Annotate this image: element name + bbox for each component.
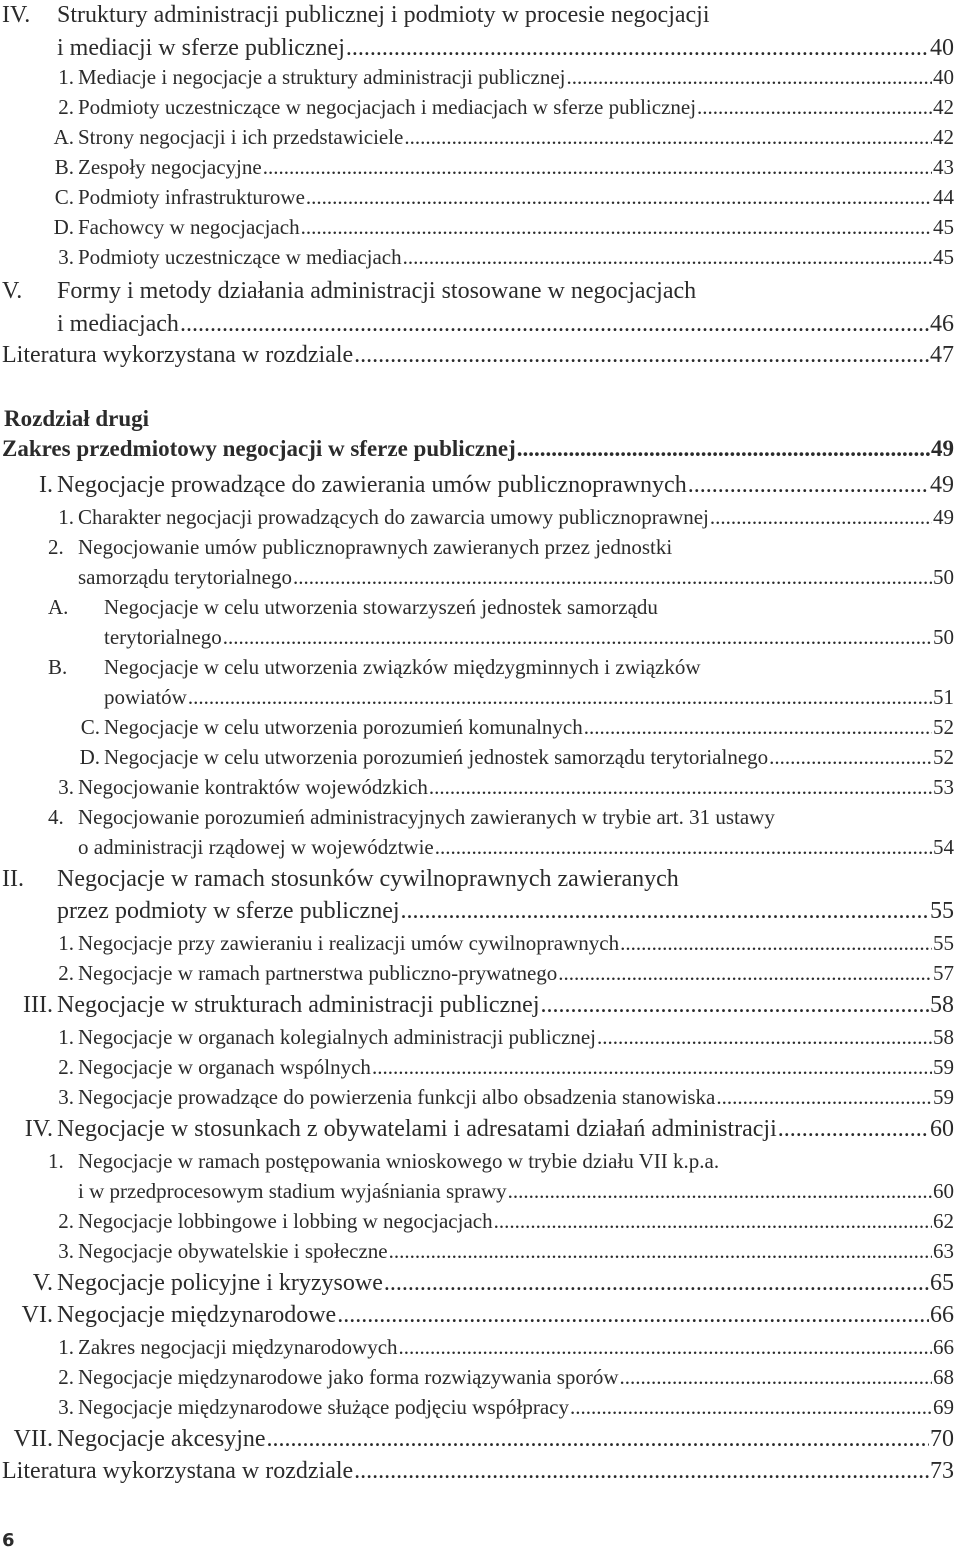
toc-entry-title-continued: i mediacji w sferze publicznej — [57, 35, 345, 61]
dot-leader — [435, 832, 932, 862]
toc-entry — [48, 502, 954, 532]
toc-entry — [48, 92, 954, 122]
dot-leader — [263, 152, 932, 182]
toc-entry-number: C. — [80, 715, 100, 739]
toc-entry-page: 63 — [933, 1239, 954, 1263]
toc-entry-number: 2. — [58, 1055, 74, 1079]
toc-entry — [2, 470, 954, 500]
toc-entry-page: 49 — [931, 436, 954, 461]
toc-entry-title: Literatura wykorzystana w rozdziale — [2, 342, 354, 368]
toc-entry-number: 1. — [58, 65, 74, 89]
toc-entry — [2, 1300, 954, 1330]
toc-entry-title-continued: powiatów — [104, 685, 187, 709]
toc-entry-page: 66 — [933, 1335, 954, 1359]
toc-entry-title: Zakres przedmiotowy negocjacji w sferze publicznej — [2, 436, 516, 461]
dot-leader — [584, 712, 932, 742]
toc-entry-page: 60 — [930, 1116, 954, 1142]
toc-entry-page: 47 — [930, 342, 954, 368]
toc-entry-title: Zakres negocjacji międzynarodowych — [78, 1335, 398, 1359]
toc-entry — [2, 1424, 954, 1454]
toc-entry-number: V. — [32, 1270, 53, 1296]
toc-entry-title: Negocjacje policyjne i kryzysowe — [57, 1270, 383, 1296]
toc-entry-number: D. — [53, 215, 74, 239]
toc-entry — [48, 242, 954, 272]
dot-leader — [306, 182, 932, 212]
toc-entry-page: 65 — [930, 1270, 954, 1296]
toc-entry-title: Negocjacje w celu utworzenia porozumień jednostek samorządu terytorialnego — [104, 745, 769, 769]
toc-entry-title: Negocjacje w celu utworzenia związków międzygminnych i związków — [104, 655, 701, 679]
toc-entry-number: 1. — [58, 505, 74, 529]
toc-entry-title-continued: samorządu terytorialnego — [78, 565, 292, 589]
toc-entry-number: 1. — [48, 1149, 64, 1173]
dot-leader — [354, 340, 929, 370]
toc-entry-title: Negocjacje w organach kolegialnych administracji publicznej — [78, 1025, 596, 1049]
toc-entry-number: I. — [39, 472, 53, 498]
toc-entry-continuation — [104, 622, 954, 652]
toc-entry-number: B. — [48, 655, 68, 679]
toc-entry — [2, 1114, 954, 1144]
toc-entry-title: Negocjacje międzynarodowe służące podjęciu współpracy — [78, 1395, 569, 1419]
toc-entry-number: IV. — [2, 2, 31, 28]
toc-entry-page: 57 — [933, 961, 954, 985]
toc-entry-page: 45 — [933, 245, 954, 269]
toc-entry-number: C. — [54, 185, 74, 209]
toc-entry-page: 58 — [930, 992, 954, 1018]
toc-entry — [48, 712, 954, 742]
toc-entry — [2, 0, 710, 30]
dot-leader — [597, 1022, 932, 1052]
toc-entry-title: Negocjacje w organach wspólnych — [78, 1055, 371, 1079]
toc-entry-number: 2. — [58, 1365, 74, 1389]
toc-entry-title: Negocjacje w celu utworzenia porozumień komunalnych — [104, 715, 583, 739]
toc-entry-title: Negocjacje międzynarodowe jako forma rozwiązywania sporów — [78, 1365, 619, 1389]
dot-leader — [354, 1456, 929, 1486]
dot-leader — [769, 742, 932, 772]
toc-entry-title: Fachowcy w negocjacjach — [78, 215, 300, 239]
toc-entry-number: 2. — [58, 95, 74, 119]
dot-leader — [267, 1424, 929, 1454]
toc-entry-continuation — [57, 309, 954, 339]
toc-entry — [48, 1392, 954, 1422]
toc-entry-title: Negocjacje akcesyjne — [57, 1426, 266, 1452]
toc-entry-number: 2. — [58, 1209, 74, 1233]
toc-entry — [48, 652, 701, 682]
toc-entry-title-continued: o administracji rządowej w województwie — [78, 835, 434, 859]
toc-entry-number: VII. — [13, 1426, 53, 1452]
toc-entry-page: 59 — [933, 1085, 954, 1109]
toc-entry-page: 73 — [930, 1458, 954, 1484]
toc-entry-page: 55 — [933, 931, 954, 955]
dot-leader — [223, 622, 932, 652]
dot-leader — [188, 682, 932, 712]
toc-entry — [48, 1236, 954, 1266]
dot-leader — [401, 896, 929, 926]
toc-entry-page: 60 — [933, 1179, 954, 1203]
toc-entry-title-continued: terytorialnego — [104, 625, 222, 649]
toc-entry-title: Negocjacje w ramach postępowania wnioskowego w trybie działu VII k.p.a. — [78, 1149, 720, 1173]
toc-entry — [48, 928, 954, 958]
toc-entry-number: 1. — [58, 1335, 74, 1359]
toc-entry-page: 46 — [930, 311, 954, 337]
toc-entry-number: V. — [2, 278, 23, 304]
toc-entry-number: 2. — [58, 961, 74, 985]
toc-entry — [48, 1052, 954, 1082]
toc-entry-title: Formy i metody działania administracji stosowane w negocjacjach — [57, 278, 697, 304]
toc-entry-page: 45 — [933, 215, 954, 239]
toc-entry-page: 42 — [933, 95, 954, 119]
dot-leader — [697, 92, 932, 122]
toc-entry-page: 50 — [933, 565, 954, 589]
toc-entry-title: Negocjacje prowadzące do powierzenia funkcji albo obsadzenia stanowiska — [78, 1085, 716, 1109]
toc-entry-title: Negocjowanie umów publicznoprawnych zawieranych przez jednostki — [78, 535, 673, 559]
dot-leader — [570, 1392, 932, 1422]
dot-leader — [337, 1300, 929, 1330]
toc-entry-title: Literatura wykorzystana w rozdziale — [2, 1458, 354, 1484]
dot-leader — [301, 212, 932, 242]
toc-entry-number: 3. — [58, 775, 74, 799]
toc-entry-title: Negocjacje lobbingowe i lobbing w negocjacjach — [78, 1209, 493, 1233]
toc-entry-number: II. — [2, 866, 24, 892]
toc-entry-title-continued: przez podmioty w sferze publicznej — [57, 898, 400, 924]
toc-entry-page: 52 — [933, 745, 954, 769]
toc-entry-title: Negocjacje w ramach partnerstwa publiczno-prywatnego — [78, 961, 558, 985]
dot-leader — [180, 309, 929, 339]
toc-entry-title: Negocjacje obywatelskie i społeczne — [78, 1239, 388, 1263]
dot-leader — [710, 502, 932, 532]
toc-entry-page: 51 — [933, 685, 954, 709]
dot-leader — [508, 1176, 932, 1206]
toc-entry-number: 2. — [48, 535, 64, 559]
toc-entry-continuation — [104, 682, 954, 712]
toc-entry-page: 66 — [930, 1302, 954, 1328]
toc-entry — [48, 772, 954, 802]
toc-entry-title: Negocjacje prowadzące do zawierania umów publicznoprawnych — [57, 472, 687, 498]
dot-leader — [389, 1236, 932, 1266]
toc-entry-title: Negocjowanie kontraktów wojewódzkich — [78, 775, 428, 799]
toc-entry-title: Zespoły negocjacyjne — [78, 155, 262, 179]
toc-entry-number: VI. — [21, 1302, 53, 1328]
toc-entry-page: 53 — [933, 775, 954, 799]
dot-leader — [429, 772, 932, 802]
toc-entry — [2, 864, 679, 894]
toc-entry-page: 69 — [933, 1395, 954, 1419]
toc-entry-title: Podmioty uczestniczące w mediacjach — [78, 245, 402, 269]
toc-entry-page: 44 — [933, 185, 954, 209]
toc-entry — [48, 592, 658, 622]
toc-entry — [2, 1268, 954, 1298]
toc-entry — [48, 122, 954, 152]
dot-leader — [716, 1082, 932, 1112]
toc-entry-page: 70 — [930, 1426, 954, 1452]
dot-leader — [566, 62, 932, 92]
toc-entry — [48, 802, 775, 832]
toc-entry-page: 62 — [933, 1209, 954, 1233]
toc-entry-page: 59 — [933, 1055, 954, 1079]
toc-entry — [48, 958, 954, 988]
toc-entry-title: Mediacje i negocjacje a struktury administracji publicznej — [78, 65, 566, 89]
toc-entry-number: 3. — [58, 245, 74, 269]
toc-entry-number: A. — [48, 595, 69, 619]
toc-entry-number: 4. — [48, 805, 64, 829]
toc-entry — [2, 1456, 954, 1486]
toc-entry-number: B. — [54, 155, 74, 179]
toc-entry-title: Negocjacje w strukturach administracji publicznej — [57, 992, 540, 1018]
toc-entry-number: A. — [53, 125, 74, 149]
dot-leader — [620, 1362, 932, 1392]
toc-entry-page: 58 — [933, 1025, 954, 1049]
toc-entry — [48, 532, 672, 562]
toc-entry-number: D. — [79, 745, 100, 769]
toc-entry — [48, 182, 954, 212]
dot-leader — [778, 1114, 929, 1144]
toc-entry-number: 1. — [58, 931, 74, 955]
toc-entry — [48, 1082, 954, 1112]
toc-entry-title: Negocjacje w ramach stosunków cywilnoprawnych zawieranych — [57, 866, 679, 892]
dot-leader — [404, 122, 932, 152]
toc-entry — [48, 1206, 954, 1236]
toc-entry-number: IV. — [24, 1116, 53, 1142]
toc-entry-page: 40 — [930, 35, 954, 61]
dot-leader — [403, 242, 932, 272]
toc-entry-continuation — [78, 832, 954, 862]
toc-entry-number: 3. — [58, 1239, 74, 1263]
toc-entry-title: Negocjacje międzynarodowe — [57, 1302, 337, 1328]
dot-leader — [558, 958, 932, 988]
toc-entry-title-continued: i mediacjach — [57, 311, 179, 337]
toc-entry-title: Charakter negocjacji prowadzących do zawarcia umowy publicznoprawnej — [78, 505, 709, 529]
dot-leader — [293, 562, 932, 592]
dot-leader — [494, 1206, 932, 1236]
toc-entry-title: Struktury administracji publicznej i podmioty w procesie negocjacji — [57, 2, 710, 28]
toc-entry-page: 55 — [930, 898, 954, 924]
toc-entry-page: 42 — [933, 125, 954, 149]
toc-entry-title: Podmioty uczestniczące w negocjacjach i mediacjach w sferze publicznej — [78, 95, 697, 119]
toc-entry-number: 3. — [58, 1395, 74, 1419]
toc-entry-title-continued: i w przedprocesowym stadium wyjaśniania sprawy — [78, 1179, 507, 1203]
dot-leader — [620, 928, 932, 958]
page-number: 6 — [2, 1530, 15, 1551]
toc-entry-continuation — [78, 1176, 954, 1206]
toc-entry-number: 1. — [58, 1025, 74, 1049]
toc-entry-page: 40 — [933, 65, 954, 89]
toc-entry-continuation — [57, 33, 954, 63]
dot-leader — [517, 434, 930, 464]
toc-entry-continuation — [57, 896, 954, 926]
toc-entry-page: 50 — [933, 625, 954, 649]
dot-leader — [372, 1052, 932, 1082]
dot-leader — [399, 1332, 932, 1362]
toc-entry — [48, 152, 954, 182]
toc-entry-title: Podmioty infrastrukturowe — [78, 185, 305, 209]
toc-entry — [2, 434, 954, 464]
dot-leader — [384, 1268, 929, 1298]
toc-entry — [48, 1146, 719, 1176]
toc-entry — [2, 340, 954, 370]
toc-entry-continuation — [78, 562, 954, 592]
chapter-heading: Rozdział drugi — [4, 406, 150, 431]
toc-entry-page: 52 — [933, 715, 954, 739]
toc-entry-page: 68 — [933, 1365, 954, 1389]
toc-entry-page: 54 — [933, 835, 954, 859]
toc-entry-title: Negocjacje w stosunkach z obywatelami i adresatami działań administracji — [57, 1116, 777, 1142]
toc-entry-page: 49 — [930, 472, 954, 498]
toc-entry-page: 43 — [933, 155, 954, 179]
toc-entry-title: Negocjacje w celu utworzenia stowarzyszeń jednostek samorządu — [104, 595, 658, 619]
toc-entry — [48, 1362, 954, 1392]
toc-entry-title: Strony negocjacji i ich przedstawiciele — [78, 125, 404, 149]
toc-entry-title: Negocjowanie porozumień administracyjnych zawieranych w trybie art. 31 ustawy — [78, 805, 775, 829]
toc-entry-number: 3. — [58, 1085, 74, 1109]
dot-leader — [688, 470, 929, 500]
toc-entry — [2, 276, 696, 306]
toc-entry-title: Negocjacje przy zawieraniu i realizacji umów cywilnoprawnych — [78, 931, 620, 955]
dot-leader — [540, 990, 929, 1020]
toc-entry — [48, 1022, 954, 1052]
toc-entry — [2, 990, 954, 1020]
toc-entry — [48, 212, 954, 242]
toc-entry-number: III. — [23, 992, 53, 1018]
toc-entry — [48, 1332, 954, 1362]
toc-entry-page: 49 — [933, 505, 954, 529]
toc-entry — [48, 62, 954, 92]
dot-leader — [346, 33, 929, 63]
toc-entry — [48, 742, 954, 772]
